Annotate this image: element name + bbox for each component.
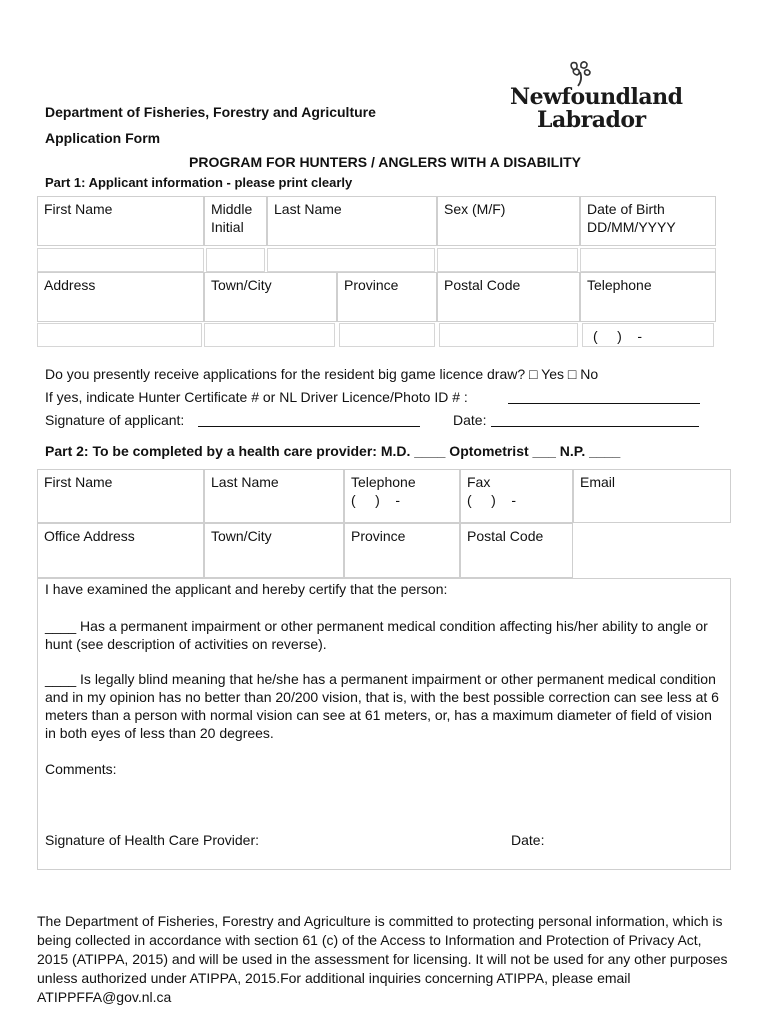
page-title: PROGRAM FOR HUNTERS / ANGLERS WITH A DISABILITY <box>189 154 581 170</box>
no-label: No <box>580 366 599 382</box>
applicant-signature-label: Signature of applicant: <box>45 412 185 428</box>
province-label: Province <box>344 277 399 293</box>
provider-telephone-mask: ( ) - <box>351 492 400 508</box>
dob-label-cell <box>580 196 716 246</box>
postal-code-label: Postal Code <box>444 277 521 293</box>
option-blind-blank[interactable]: ____ <box>45 671 77 687</box>
postal-code-input[interactable] <box>439 323 578 347</box>
town-label: Town/City <box>211 277 272 293</box>
last-name-input[interactable] <box>267 248 435 272</box>
applicant-date-label: Date: <box>453 412 487 428</box>
provider-last-name-label: Last Name <box>211 474 279 490</box>
telephone-label: Telephone <box>587 277 652 293</box>
provider-fax-cell[interactable] <box>460 469 573 523</box>
sex-label: Sex (M/F) <box>444 201 506 217</box>
option-legally-blind <box>45 670 725 742</box>
office-address-label: Office Address <box>44 528 135 544</box>
provider-email-cell[interactable] <box>573 469 731 523</box>
option-impairment <box>45 617 725 653</box>
dob-format-label: DD/MM/YYYY <box>587 219 676 235</box>
provider-email-label: Email <box>580 474 616 490</box>
postal-code-label-cell <box>437 272 580 322</box>
comments-field[interactable] <box>45 780 725 822</box>
yes-label: Yes <box>541 366 564 382</box>
provider-first-name-cell[interactable] <box>37 469 204 523</box>
dob-label: Date of Birth <box>587 201 665 217</box>
middle-initial-input[interactable] <box>206 248 265 272</box>
provider-signature-field[interactable] <box>280 828 500 848</box>
applicant-date-field[interactable] <box>491 426 699 427</box>
first-name-label-cell <box>37 196 204 246</box>
provider-date-label: Date: <box>511 832 545 848</box>
provider-town-label: Town/City <box>211 528 272 544</box>
provider-postal-code-cell[interactable] <box>460 523 573 578</box>
big-game-question-row <box>45 366 598 382</box>
logo-labrador: Labrador <box>537 107 646 133</box>
provider-last-name-cell[interactable] <box>204 469 344 523</box>
privacy-notice: The Department of Fisheries, Forestry and Agriculture is committed to protecting personal information, which is being collected in accordance with section 61 (c) of the Access to Information and Protection of Privacy Act, 2015 (ATIPPA, 2015) and will be used in the assessment for licensing. It will not be used for any other purposes unless authorized under ATIPPA, 2015.For additional inquiries concerning ATIPPA, please email ATIPPFFA@gov.nl.ca <box>37 913 728 1005</box>
address-label-cell <box>37 272 204 322</box>
form-type: Application Form <box>45 130 161 146</box>
provider-signature-label: Signature of Health Care Provider: <box>45 832 259 848</box>
last-name-label-cell <box>267 196 437 246</box>
option-impairment-blank[interactable]: ____ <box>45 618 77 634</box>
provider-date-field[interactable] <box>550 828 720 848</box>
first-name-label: First Name <box>44 201 113 217</box>
telephone-mask: ( ) - <box>593 328 642 344</box>
middle-initial-label-cell <box>204 196 267 246</box>
sex-input[interactable] <box>437 248 578 272</box>
logo-newfoundland: Newfoundland <box>510 84 683 110</box>
first-name-input[interactable] <box>37 248 204 272</box>
provider-province-cell[interactable] <box>344 523 460 578</box>
provider-province-label: Province <box>351 528 406 544</box>
provider-telephone-cell[interactable] <box>344 469 460 523</box>
sex-label-cell <box>437 196 580 246</box>
initial-label: Initial <box>211 219 244 235</box>
telephone-input[interactable] <box>582 323 714 347</box>
provider-first-name-label: First Name <box>44 474 113 490</box>
certify-statement: I have examined the applicant and hereby certify that the person: <box>45 581 448 597</box>
provider-telephone-label: Telephone <box>351 474 416 490</box>
part1-heading: Part 1: Applicant information - please print clearly <box>45 175 353 190</box>
provider-town-cell[interactable] <box>204 523 344 578</box>
town-input[interactable] <box>204 323 335 347</box>
provider-fax-label: Fax <box>467 474 491 490</box>
no-checkbox[interactable]: □ <box>567 366 577 382</box>
option-blind-text: Is legally blind meaning that he/she has a permanent impairment or other permanent medical condition and in my opinion has no better than 20/200 vision, that is, with the best possible correction can see less at 6 meters than a person with normal vision can see at 61 meters, or, has a maximum diameter of field of vision in both eyes of less than 20 degrees. <box>45 671 719 741</box>
address-label: Address <box>44 277 96 293</box>
big-game-question: Do you presently receive applications for the resident big game licence draw? <box>45 366 526 382</box>
government-logo <box>505 60 683 135</box>
telephone-label-cell <box>580 272 716 322</box>
address-input[interactable] <box>37 323 202 347</box>
province-input[interactable] <box>339 323 435 347</box>
option-impairment-text: Has a permanent impairment or other permanent medical condition affecting his/her ability to angle or hunt (see description of activities on reverse). <box>45 618 708 652</box>
provider-fax-mask: ( ) - <box>467 492 516 508</box>
dob-input[interactable] <box>580 248 716 272</box>
office-address-cell[interactable] <box>37 523 204 578</box>
part2-heading: Part 2: To be completed by a health care provider: M.D. ____ Optometrist ___ N.P. ____ <box>45 443 621 459</box>
comments-label: Comments: <box>45 761 117 777</box>
town-label-cell <box>204 272 337 322</box>
hunter-certificate-label: If yes, indicate Hunter Certificate # or NL Driver Licence/Photo ID # : <box>45 389 468 405</box>
yes-checkbox[interactable]: □ <box>529 366 538 382</box>
provider-postal-code-label: Postal Code <box>467 528 544 544</box>
department-name: Department of Fisheries, Forestry and Agriculture <box>45 104 376 120</box>
hunter-certificate-field[interactable] <box>508 403 700 404</box>
applicant-signature-field[interactable] <box>198 426 420 427</box>
last-name-label: Last Name <box>274 201 342 217</box>
province-label-cell <box>337 272 437 322</box>
middle-label: Middle <box>211 201 253 217</box>
